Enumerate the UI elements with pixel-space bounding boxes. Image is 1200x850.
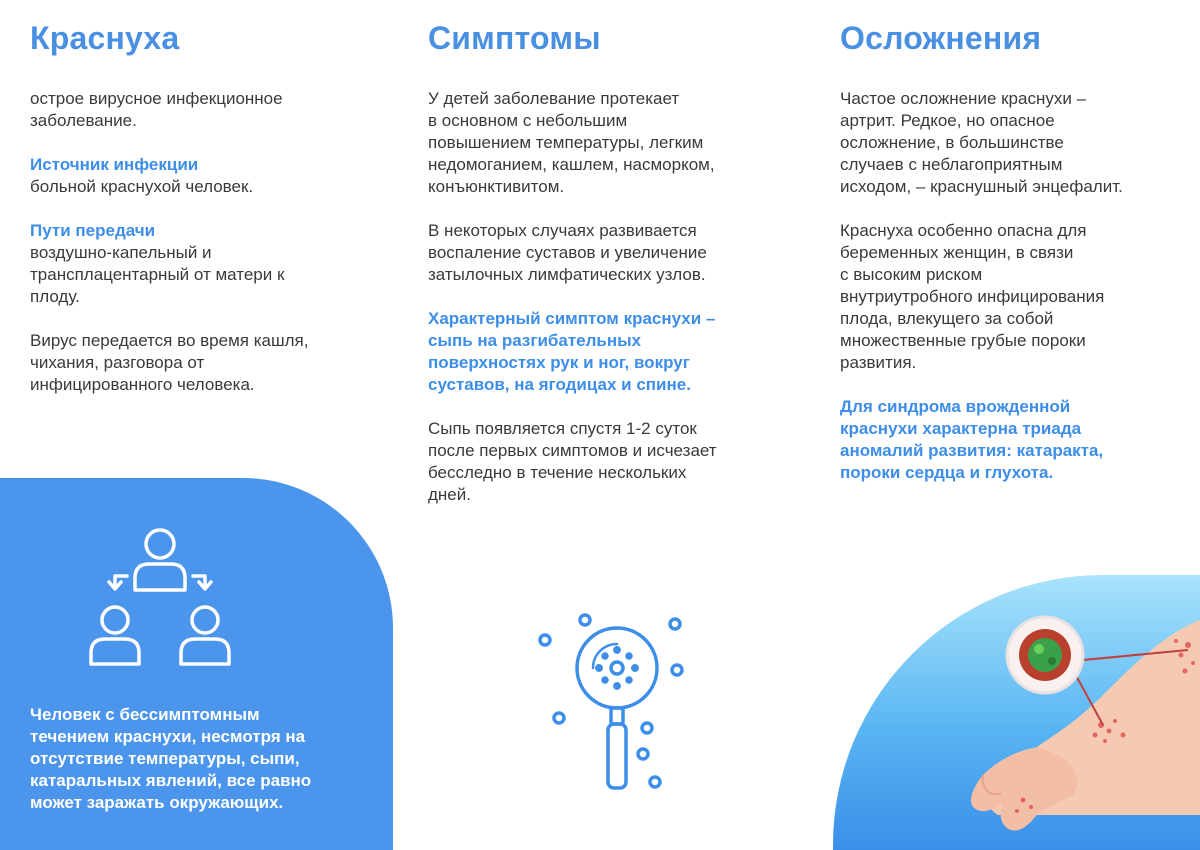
text-line: течением краснухи, несмотря на xyxy=(30,727,306,746)
text-line: сыпь на разгибательных xyxy=(428,331,642,350)
text-line: внутриутробного инфицирования xyxy=(840,287,1105,306)
text-line: Сыпь появляется спустя 1-2 суток xyxy=(428,419,697,438)
title-rubella: Краснуха xyxy=(30,20,180,56)
complications-arthritis xyxy=(840,88,1175,198)
text-line: беременных женщин, в связи xyxy=(840,243,1074,262)
text-line: краснухи характерна триада xyxy=(840,419,1082,438)
text-line: затылочных лимфатических узлов. xyxy=(428,265,706,284)
rash-arm-illustration xyxy=(833,575,1200,850)
text-line: плоду. xyxy=(30,287,80,306)
text-line: в основном с небольшим xyxy=(428,111,628,130)
text-line: плода, влекущего за собой xyxy=(840,309,1054,328)
text-line: У детей заболевание протекает xyxy=(428,89,680,108)
text-line: острое вирусное инфекционное xyxy=(30,89,283,108)
text-line: конъюнктивитом. xyxy=(428,177,565,196)
text-line: воспаление суставов и увеличение xyxy=(428,243,707,262)
text-line: Краснуха особенно опасна для xyxy=(840,221,1087,240)
text-line: воздушно-капельный и xyxy=(30,243,212,262)
column-rubella-body xyxy=(30,88,375,418)
text-line: поверхностях рук и ног, вокруг xyxy=(428,353,690,372)
text-line: В некоторых случаях развивается xyxy=(428,221,697,240)
text-line: с высоким риском xyxy=(840,265,983,284)
column-symptoms-body xyxy=(428,88,773,528)
text-line: Человек с бессимптомным xyxy=(30,705,260,724)
text-line: развития. xyxy=(840,353,917,372)
text-line: инфицированного человека. xyxy=(30,375,255,394)
text-line: чихания, разговора от xyxy=(30,353,205,372)
text-line: Частое осложнение краснухи – xyxy=(840,89,1087,108)
infection-source-heading: Источник инфекции xyxy=(30,155,199,174)
transmission-routes xyxy=(30,220,375,308)
title-complications: Осложнения xyxy=(840,20,1042,56)
definition xyxy=(30,88,375,132)
asymptomatic-panel xyxy=(0,478,393,850)
pregnancy-danger xyxy=(840,220,1175,374)
text-line: множественные грубые пороки xyxy=(840,331,1086,350)
text-line: случаев с неблагоприятным xyxy=(840,155,1063,174)
text-line: пороки сердца и глухота. xyxy=(840,463,1054,482)
text-line: трансплацентарный от матери к xyxy=(30,265,285,284)
text-line: бесследно в течение нескольких xyxy=(428,463,687,482)
characteristic-symptom xyxy=(428,308,773,396)
complications-panel xyxy=(833,575,1200,850)
virus-spread xyxy=(30,330,375,396)
text-line: осложнение, в большинстве xyxy=(840,133,1064,152)
asymptomatic-text xyxy=(30,704,360,814)
congenital-triad xyxy=(840,396,1175,484)
title-symptoms: Симптомы xyxy=(428,20,601,56)
magnifier-virus-icon xyxy=(535,610,685,792)
text-line: после первых симптомов и исчезает xyxy=(428,441,717,460)
symptoms-joints xyxy=(428,220,773,286)
transmission-routes-heading: Пути передачи xyxy=(30,221,156,240)
text-line: отсутствие температуры, сыпи, xyxy=(30,749,300,768)
text-line: Вирус передается во время кашля, xyxy=(30,331,309,350)
infection-source xyxy=(30,154,375,198)
text-line: исходом, – краснушный энцефалит. xyxy=(840,177,1123,196)
symptoms-children xyxy=(428,88,773,198)
column-complications-body xyxy=(840,88,1175,506)
text-line: Для синдрома врожденной xyxy=(840,397,1071,416)
text-line: артрит. Редкое, но опасное xyxy=(840,111,1055,130)
text-line: может заражать окружающих. xyxy=(30,793,284,812)
text-line: суставов, на ягодицах и спине. xyxy=(428,375,691,394)
text-line: повышением температуры, легким xyxy=(428,133,704,152)
text-line: дней. xyxy=(428,485,471,504)
people-transmission-icon xyxy=(85,526,235,671)
rash-timing xyxy=(428,418,773,506)
text-line: заболевание. xyxy=(30,111,137,130)
text-line: катаральных явлений, все равно xyxy=(30,771,312,790)
text-line: Характерный симптом краснухи – xyxy=(428,309,716,328)
text-line: больной краснухой человек. xyxy=(30,177,254,196)
text-line: аномалий развития: катаракта, xyxy=(840,441,1104,460)
text-line: недомоганием, кашлем, насморком, xyxy=(428,155,715,174)
